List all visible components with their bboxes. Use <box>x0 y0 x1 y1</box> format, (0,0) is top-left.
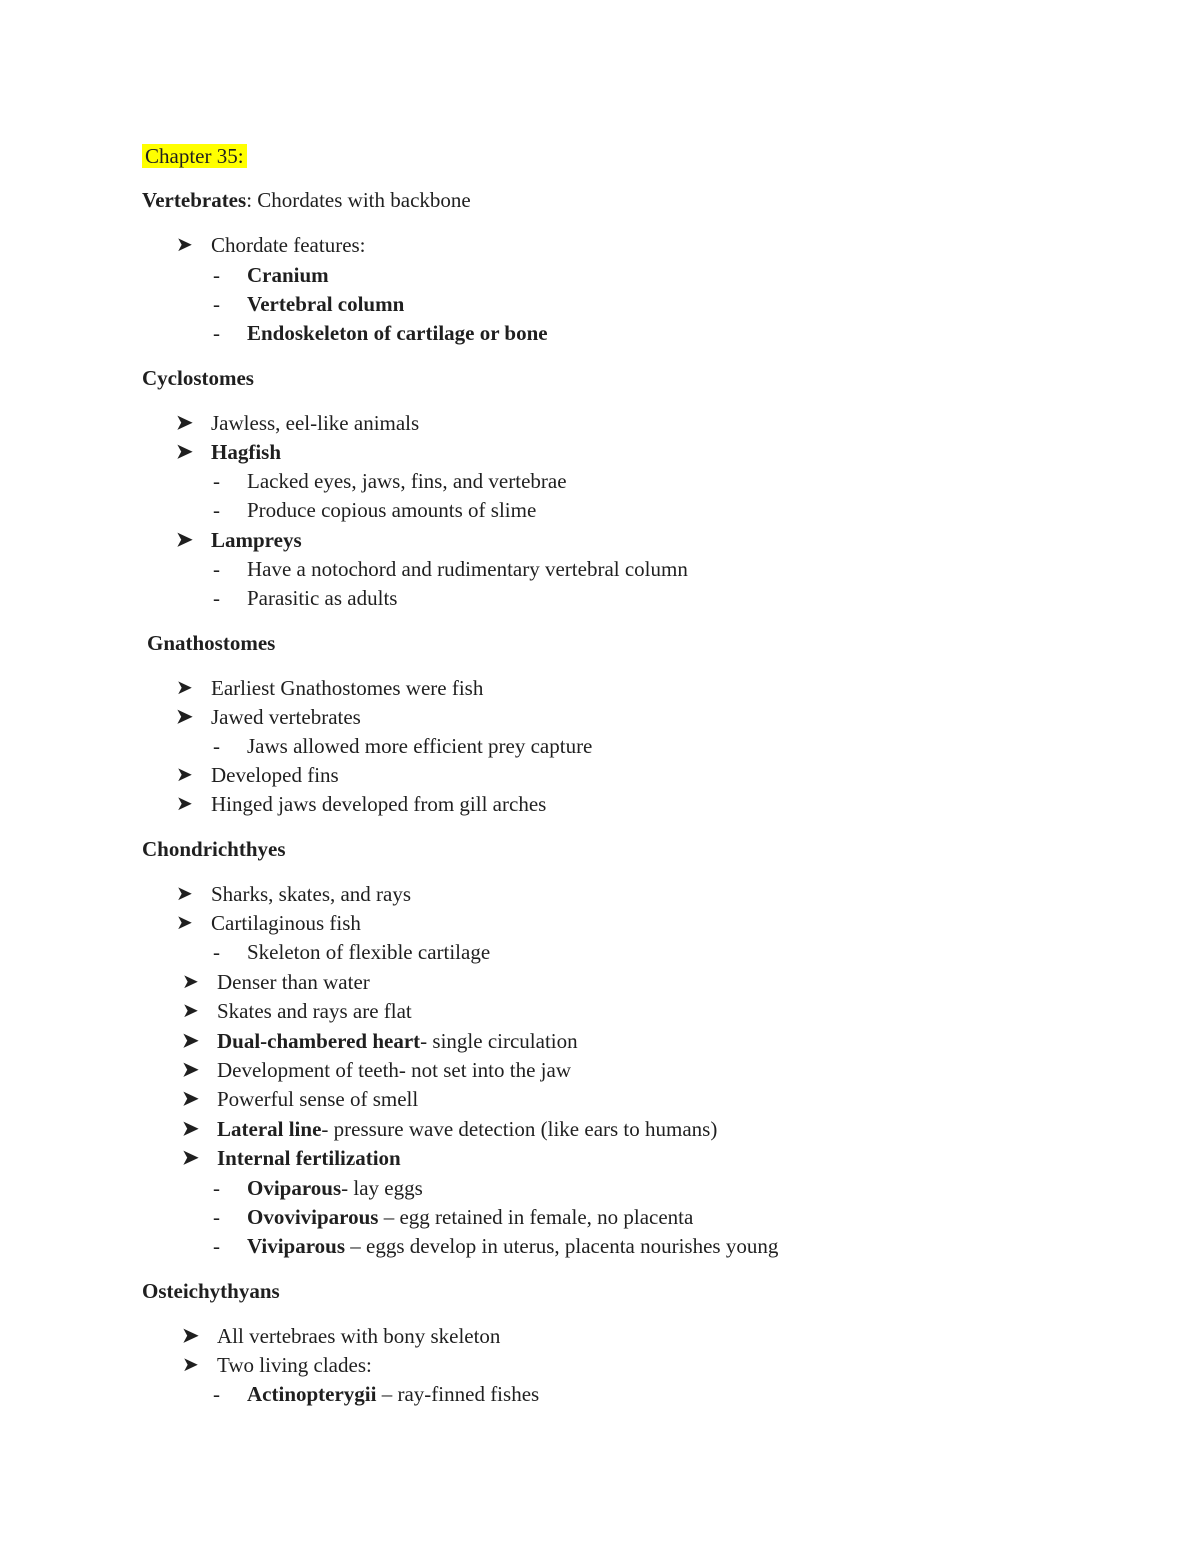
sub-item: Have a notochord and rudimentary vertebral column <box>247 557 688 581</box>
list-item-heart <box>217 1028 578 1054</box>
arrowhead-bullet-icon: ➤ <box>182 1059 199 1081</box>
sub-item: Parasitic as adults <box>247 586 398 610</box>
sub-item-actinopterygii <box>247 1381 539 1407</box>
arrowhead-bullet-icon: ➤ <box>182 1030 199 1052</box>
vertebrates-text: : Chordates with backbone <box>246 188 471 212</box>
arrowhead-bullet-icon: ➤ <box>182 971 199 993</box>
sub-item-oviparous <box>247 1175 423 1201</box>
arrowhead-bullet-icon: ➤ <box>182 1088 199 1110</box>
feature-item: Endoskeleton of cartilage or bone <box>247 321 548 345</box>
list-item: Denser than water <box>217 970 370 994</box>
dash-bullet: - <box>213 292 220 316</box>
arrowhead-bullet-icon: ➤ <box>182 1147 199 1169</box>
arrowhead-bullet-icon: ➤ <box>176 883 193 905</box>
arrowhead-bullet-icon: ➤ <box>176 912 193 934</box>
chapter-label-highlight: Chapter 35: <box>142 144 247 168</box>
sub-item-ovoviviparous <box>247 1204 693 1230</box>
dash-bullet: - <box>213 1382 220 1406</box>
sub-item: Skeleton of flexible cartilage <box>247 940 491 964</box>
dash-bullet: - <box>213 1205 220 1229</box>
list-item: Jawed vertebrates <box>211 705 361 729</box>
list-item: Powerful sense of smell <box>217 1087 419 1111</box>
list-item: Hinged jaws developed from gill arches <box>211 792 547 816</box>
dash-bullet: - <box>213 263 220 287</box>
arrowhead-bullet-icon: ➤ <box>176 412 193 434</box>
dash-bullet: - <box>213 1234 220 1258</box>
section-heading-chondrichthyes: Chondrichthyes <box>142 837 286 861</box>
arrowhead-bullet-icon: ➤ <box>182 1325 199 1347</box>
list-item-fertilization: Internal fertilization <box>217 1146 401 1170</box>
vertebrates-definition <box>142 187 471 213</box>
sub-item: Produce copious amounts of slime <box>247 498 537 522</box>
arrowhead-bullet-icon: ➤ <box>182 1000 199 1022</box>
section-heading-gnathostomes: Gnathostomes <box>147 631 276 655</box>
list-item: All vertebraes with bony skeleton <box>217 1324 501 1348</box>
list-item: Two living clades: <box>217 1353 372 1377</box>
chapter-label <box>142 143 247 169</box>
dash-bullet: - <box>213 469 220 493</box>
list-item-lampreys: Lampreys <box>211 528 302 552</box>
list-item: Jawless, eel-like animals <box>211 411 420 435</box>
lateral-line-text: - pressure wave detection (like ears to humans) <box>321 1117 718 1141</box>
dash-bullet: - <box>213 1176 220 1200</box>
chordate-features-label: Chordate features: <box>211 233 366 257</box>
list-item: Developed fins <box>211 763 339 787</box>
list-item: Skates and rays are flat <box>217 999 412 1023</box>
arrowhead-bullet-icon: ➤ <box>176 441 193 463</box>
dash-bullet: - <box>213 321 220 345</box>
list-item: Development of teeth- not set into the jaw <box>217 1058 571 1082</box>
repro-text: - lay eggs <box>341 1176 423 1200</box>
sub-item: Jaws allowed more efficient prey capture <box>247 734 593 758</box>
arrowhead-bullet-icon: ➤ <box>182 1354 199 1376</box>
dash-bullet: - <box>213 734 220 758</box>
repro-term: Viviparous <box>247 1234 346 1258</box>
feature-item: Vertebral column <box>247 292 405 316</box>
sub-item-viviparous <box>247 1233 778 1259</box>
repro-text: – egg retained in female, no placenta <box>378 1205 694 1229</box>
sub-item: Lacked eyes, jaws, fins, and vertebrae <box>247 469 567 493</box>
section-heading-cyclostomes: Cyclostomes <box>142 366 254 390</box>
lateral-line-term: Lateral line <box>217 1117 322 1141</box>
feature-item: Cranium <box>247 263 329 287</box>
heart-text: - single circulation <box>420 1029 578 1053</box>
heart-term: Dual-chambered heart <box>217 1029 421 1053</box>
vertebrates-term: Vertebrates <box>142 188 247 212</box>
arrowhead-bullet-icon: ➤ <box>176 793 193 815</box>
section-heading-osteichythyans: Osteichythyans <box>142 1279 280 1303</box>
list-item: Earliest Gnathostomes were fish <box>211 676 484 700</box>
list-item-lateral-line <box>217 1116 717 1142</box>
dash-bullet: - <box>213 557 220 581</box>
actinopterygii-term: Actinopterygii <box>247 1382 377 1406</box>
repro-text: – eggs develop in uterus, placenta nourishes young <box>345 1234 779 1258</box>
dash-bullet: - <box>213 940 220 964</box>
arrowhead-bullet-icon: ➤ <box>182 1118 199 1140</box>
list-item: Cartilaginous fish <box>211 911 361 935</box>
dash-bullet: - <box>213 498 220 522</box>
dash-bullet: - <box>213 586 220 610</box>
list-item: Sharks, skates, and rays <box>211 882 412 906</box>
arrowhead-bullet-icon: ➤ <box>176 764 193 786</box>
arrowhead-bullet-icon: ➤ <box>176 677 193 699</box>
arrowhead-bullet-icon: ➤ <box>176 706 193 728</box>
list-item-hagfish: Hagfish <box>211 440 282 464</box>
arrowhead-bullet-icon: ➤ <box>176 529 193 551</box>
repro-term: Ovoviviparous <box>247 1205 379 1229</box>
actinopterygii-text: – ray-finned fishes <box>376 1382 540 1406</box>
arrowhead-bullet-icon: ➤ <box>176 234 193 256</box>
repro-term: Oviparous <box>247 1176 342 1200</box>
